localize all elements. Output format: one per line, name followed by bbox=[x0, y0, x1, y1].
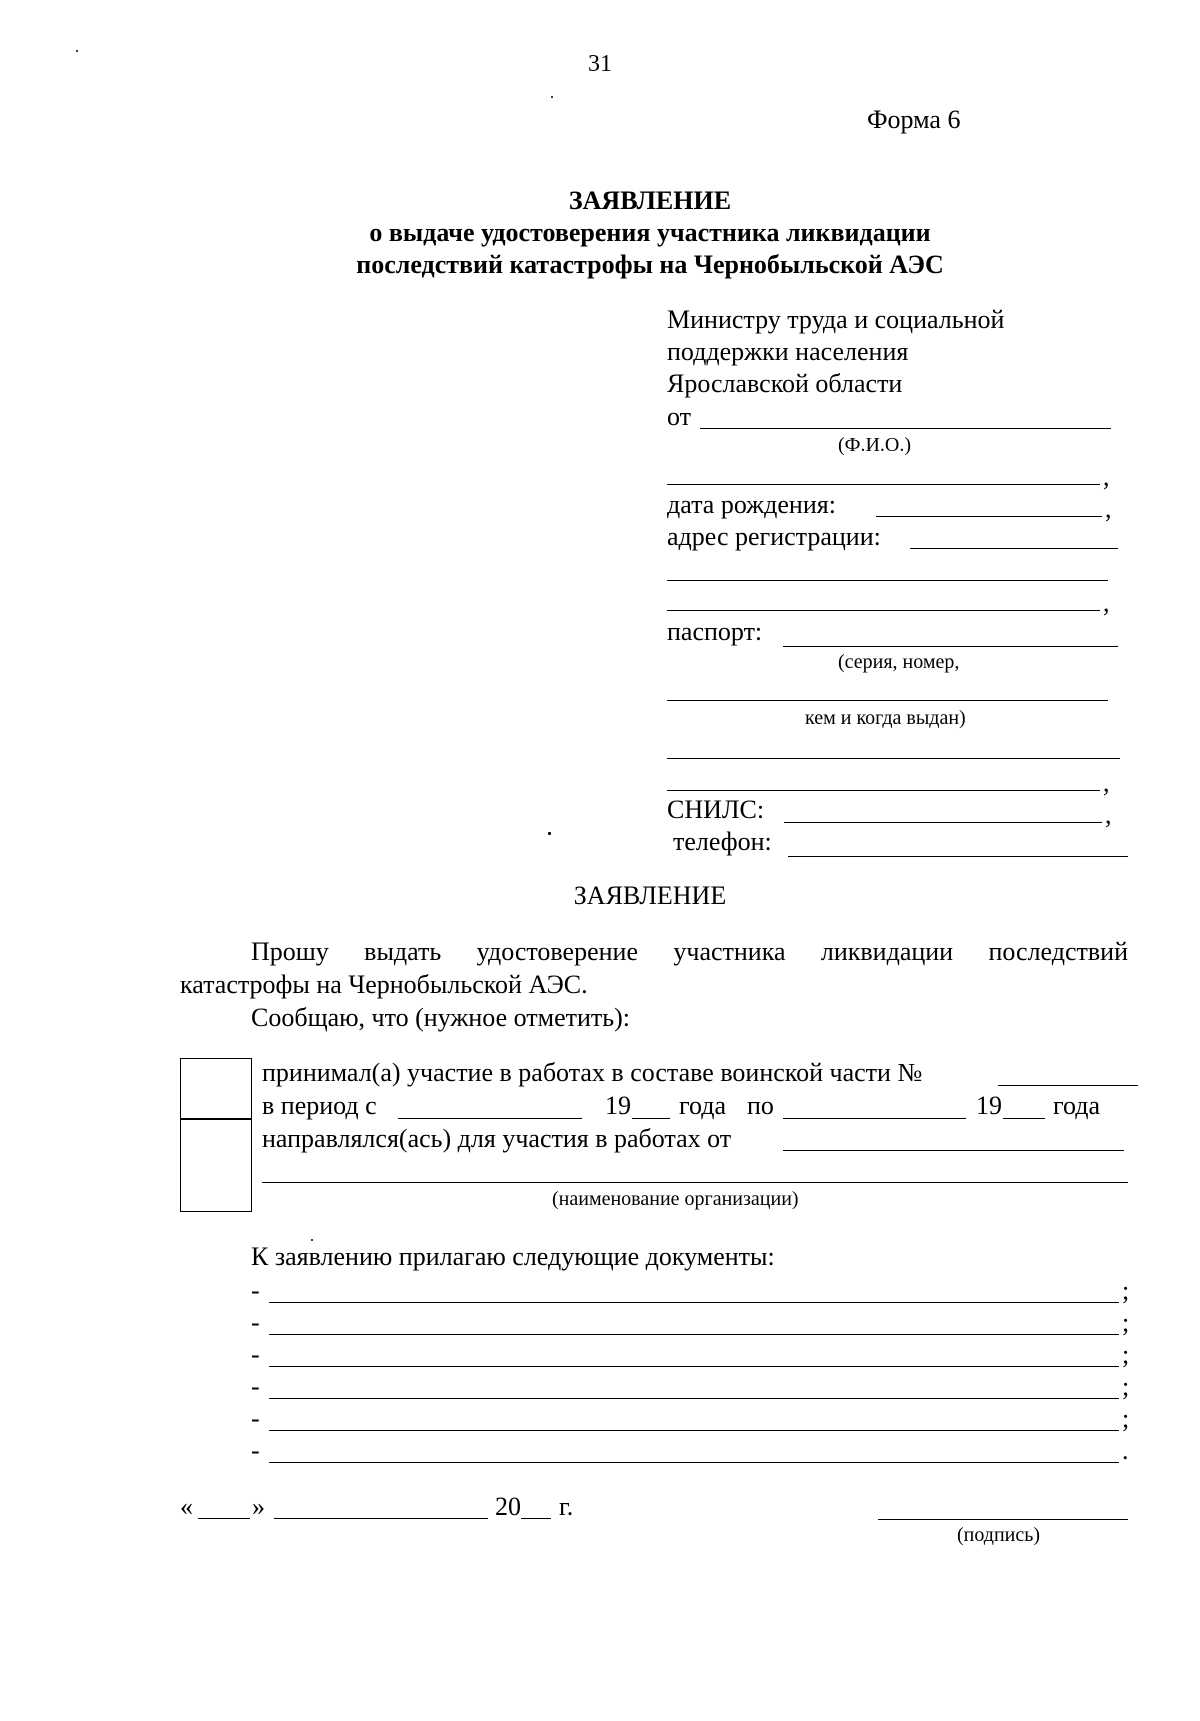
statement-heading: ЗАЯВЛЕНИЕ bbox=[573, 881, 727, 910]
attachment-field-line[interactable] bbox=[269, 1430, 1119, 1431]
attachment-field-line[interactable] bbox=[269, 1462, 1119, 1463]
attachments-heading: К заявлению прилагаю следующие документы: bbox=[251, 1242, 775, 1271]
snils-field-line[interactable] bbox=[784, 822, 1102, 823]
option-organization-text: направлялся(ась) для участия в работах от bbox=[262, 1124, 732, 1153]
option-military-text: принимал(а) участие в работах в составе воинской части № bbox=[262, 1058, 923, 1087]
list-item-end: ; bbox=[1122, 1276, 1130, 1305]
attachment-field-line[interactable] bbox=[269, 1398, 1119, 1399]
scan-speck bbox=[76, 50, 78, 52]
list-item-end: ; bbox=[1122, 1372, 1130, 1401]
option-military-checkbox[interactable] bbox=[180, 1058, 252, 1120]
list-item-dash: - bbox=[251, 1308, 260, 1337]
birth-date-field-line[interactable] bbox=[876, 516, 1102, 517]
document-subtitle-line2: последствий катастрофы на Чернобыльской АЭС bbox=[356, 250, 944, 279]
comma: , bbox=[1103, 588, 1110, 617]
organization-field-line[interactable] bbox=[783, 1150, 1124, 1151]
date-year-prefix: 20 bbox=[495, 1492, 521, 1521]
year-suffix: года bbox=[1053, 1091, 1101, 1120]
passport-caption-1: (серия, номер, bbox=[838, 651, 960, 673]
year-suffix: года bbox=[679, 1091, 727, 1120]
request-line-1: Прошу выдать удостоверение участника ликвидации последствий bbox=[251, 937, 1128, 966]
period-start-year-field-line[interactable] bbox=[632, 1118, 670, 1119]
passport-label: паспорт: bbox=[667, 617, 763, 646]
inform-line: Сообщаю, что (нужное отметить): bbox=[251, 1003, 631, 1032]
year-prefix: 19 bbox=[976, 1091, 1002, 1120]
comma: , bbox=[1105, 800, 1112, 829]
from-label: от bbox=[667, 402, 692, 431]
attachment-field-line[interactable] bbox=[269, 1334, 1119, 1335]
snils-label: СНИЛС: bbox=[667, 795, 765, 824]
list-item-dash: - bbox=[251, 1340, 260, 1369]
request-line-2: катастрофы на Чернобыльской АЭС. bbox=[180, 970, 588, 999]
signature-field-line[interactable] bbox=[878, 1519, 1128, 1520]
phone-label: телефон: bbox=[673, 827, 772, 856]
period-end-field-line[interactable] bbox=[783, 1118, 966, 1119]
organization-continuation-line[interactable] bbox=[262, 1182, 1128, 1183]
page-number: 31 bbox=[588, 51, 612, 77]
list-item-end: ; bbox=[1122, 1340, 1130, 1369]
list-item-dash: - bbox=[251, 1276, 260, 1305]
list-item-end: ; bbox=[1122, 1404, 1130, 1433]
passport-continuation-line[interactable] bbox=[667, 700, 1108, 701]
date-month-field-line[interactable] bbox=[274, 1518, 488, 1519]
period-end-year-field-line[interactable] bbox=[1003, 1118, 1045, 1119]
year-prefix: 19 bbox=[605, 1091, 631, 1120]
fio-field-line[interactable] bbox=[700, 428, 1111, 429]
address-field-line[interactable] bbox=[910, 548, 1118, 549]
address-label: адрес регистрации: bbox=[667, 522, 881, 551]
phone-field-line[interactable] bbox=[788, 856, 1128, 857]
document-title: ЗАЯВЛЕНИЕ bbox=[568, 186, 732, 215]
list-item-dash: - bbox=[251, 1404, 260, 1433]
date-day-field-line[interactable] bbox=[198, 1518, 250, 1519]
attachment-field-line[interactable] bbox=[269, 1302, 1119, 1303]
date-quote-close: » bbox=[252, 1492, 265, 1521]
list-item-dash: - bbox=[251, 1372, 260, 1401]
comma: , bbox=[1105, 494, 1112, 523]
addressee-line3: Ярославской области bbox=[667, 369, 903, 398]
addressee-line2: поддержки населения bbox=[667, 337, 909, 366]
attachment-field-line[interactable] bbox=[269, 1366, 1119, 1367]
period-start-field-line[interactable] bbox=[398, 1118, 582, 1119]
passport-continuation-line[interactable] bbox=[667, 758, 1120, 759]
fio-caption: (Ф.И.О.) bbox=[838, 434, 912, 456]
date-year-field-line[interactable] bbox=[521, 1518, 551, 1519]
list-item-dash: - bbox=[251, 1436, 260, 1465]
address-continuation-line[interactable] bbox=[667, 610, 1100, 611]
option-organization-checkbox[interactable] bbox=[180, 1118, 252, 1212]
comma: , bbox=[1103, 462, 1110, 491]
document-subtitle-line1: о выдаче удостоверения участника ликвидации bbox=[369, 218, 931, 247]
signature-caption: (подпись) bbox=[957, 1524, 1041, 1546]
addressee-line1: Министру труда и социальной bbox=[667, 305, 1005, 334]
passport-caption-2: кем и когда выдан) bbox=[805, 707, 966, 729]
passport-field-line[interactable] bbox=[783, 646, 1118, 647]
birth-date-label: дата рождения: bbox=[667, 490, 836, 519]
fio-continuation-line[interactable] bbox=[667, 484, 1100, 485]
period-label: в период с bbox=[262, 1091, 377, 1120]
comma: , bbox=[1103, 768, 1110, 797]
date-year-suffix: г. bbox=[559, 1492, 574, 1521]
organization-caption: (наименование организации) bbox=[552, 1188, 799, 1210]
list-item-end: . bbox=[1122, 1436, 1129, 1465]
address-continuation-line[interactable] bbox=[667, 580, 1108, 581]
period-to-label: по bbox=[747, 1091, 774, 1120]
list-item-end: ; bbox=[1122, 1308, 1130, 1337]
form-label: Форма 6 bbox=[867, 105, 961, 134]
passport-continuation-line[interactable] bbox=[667, 790, 1100, 791]
scan-speck bbox=[551, 96, 553, 98]
military-unit-field-line[interactable] bbox=[998, 1085, 1138, 1086]
scan-speck bbox=[548, 832, 551, 835]
date-quote-open: « bbox=[180, 1492, 193, 1521]
scan-speck bbox=[311, 1239, 313, 1241]
